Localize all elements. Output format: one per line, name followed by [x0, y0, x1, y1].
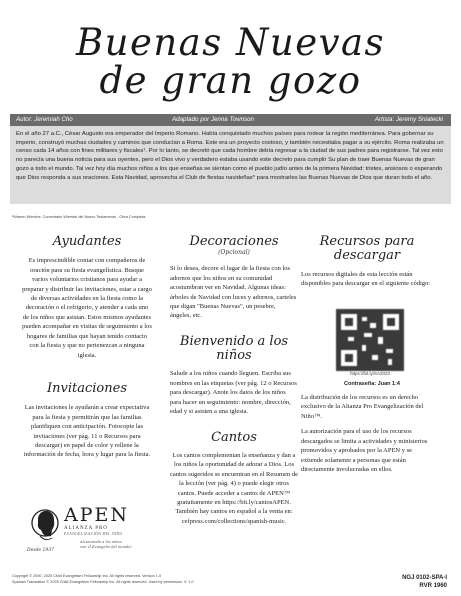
column-middle	[170, 235, 298, 526]
apen-logo	[22, 500, 162, 560]
copyright-line-2: Spanish Translation © 2025 Child Evangelism Fellowship Inc. All rights reserved. Used by permission. V. 1.0	[12, 579, 194, 584]
ayudantes-body: Es imprescindible contar con compañeros de oración para su fiesta evangelística. Busque varios voluntarios cristianos para ayudar a preparar y distribuir las invitaciones, estar a cargo de diversas actividades en la fiesta como la decoración o el refrigerio, y atender a cada uno de los niños que asistan. Estos mismos ayudantes pueden acompañar en visitas de seguimiento a los hogares de familias que hayan tenido contacto con la fiesta y que no pertenezcan a ninguna iglesia.	[22, 257, 152, 359]
footnote: ¹Warren Wiersbe, Comentario Wiersbe del Nuevo Testamento - Obra Completa.	[12, 215, 147, 219]
logo-name: APEN	[64, 504, 129, 526]
child-head-logo-icon	[30, 506, 60, 546]
column-right	[301, 235, 433, 288]
cantos-heading: Cantos	[211, 429, 257, 445]
logo-subtitle-2: EVANGELIZACIÓN DEL NIÑO	[64, 532, 123, 536]
qr-url-label[interactable]: https://bit.ly/SA2022	[349, 371, 391, 376]
invitaciones-heading: Invitaciones	[47, 380, 127, 396]
product-code-line-2: RVR 1960	[419, 582, 447, 589]
bienvenido-heading: Bienvenido a los niños	[179, 333, 289, 364]
intro-paragraph: En el año 27 a.C., César Augusto era emperador del Imperio Romano. Había conquistado muchos países para rodear la región mediterránea. Para gobernar su imperio, construyó muchas ciudades y caminos que conducían a Roma. Este era un proyecto costoso, y también necesitaba pagar a su ejército. Roma realizaba un censo cada 14 años con fines militares y fiscales¹. Por lo tanto, se decretó que cada hombre debía regresar a la ciudad de sus padres para registrarse. Tal vez esto no parecía una buena noticia para sus oyentes, pero el Dios vivo y verdadero estaba usando este decreto para cumplir Su plan de traer Buenas Nuevas de gran gozo a todo el mundo. Tal vez hoy día muchos niños a los que enseñas se sientan como el pueblo judío antes de la primera Navidad: tristes, ansiosos o esperando que Dios responda a sus oraciones. Esta Navidad, aprovecha el Club de fiestas navideñas* para mostrarles las Buenas Nuevas de Dios que duran todo el año.	[10, 126, 451, 204]
recursos-heading: Recursos para descargar	[319, 234, 415, 264]
decoraciones-subheading: (Opcional)	[218, 249, 250, 257]
credits-bar	[10, 114, 451, 126]
page-title-line2: de gran gozo	[99, 59, 362, 102]
recursos-intro: Los recursos digitales de esta lección están disponibles para descargar en el siguiente código:	[301, 270, 431, 288]
column-right-lower	[301, 393, 433, 474]
logo-tagline-2: con el Evangelio del mundo!	[80, 544, 132, 549]
adapted-credit: Adaptado por Jenna Townson	[172, 116, 254, 123]
page-title-line1: Buenas Nuevas	[75, 21, 386, 64]
product-code-line-1: NGJ 0102-SPA-I	[402, 575, 447, 581]
recursos-rights: La distribución de los recursos es un derecho exclusivo de la Alianza Pro Evangelización del Niño™.	[301, 394, 424, 420]
invitaciones-body: Las invitaciones le ayudarán a crear expectativa para la fiesta y permitirán que las familias planifiquen con anticipación. Fotocopie las invitaciones (ver pág. 11 o Recursos para descargar) en papel de color y rellene la información de fecha, hora y lugar para la fiesta.	[23, 404, 151, 459]
qr-password-caption: Contraseña: Juan 1:4	[344, 381, 400, 387]
artist-credit: Artista: Jeremy Sniatecki	[374, 116, 443, 123]
author-credit: Autor: Jeremiah Cho	[16, 116, 73, 123]
bienvenido-body: Salude a los niños cuando lleguen. Escriba sus nombres en las etiquetas (ver pág. 12 o Recursos para descargar). Anote los datos de los niños para hacer un seguimiento: nombre, dirección, edad y si asisten a una iglesia.	[170, 370, 297, 416]
copyright	[12, 574, 194, 585]
ayudantes-heading: Ayudantes	[52, 234, 122, 249]
copyright-line-1: Copyright © 2000, 2025 Child Evangelism Fellowship Inc. All rights reserved. Version 1.0	[12, 574, 162, 578]
cantos-body: Los cantos complementan la enseñanza y dan a los niños la oportunidad de adorar a Dios. Los cantos sugeridos se encuentran en el Resumen de la lección (ver pág. 4) o puede elegir otros cantos. Puede acceder a cantos de APEN™ gratuitamente en https://bit.ly/cantosAPEN. También hay cantos en español a la venta en: cefpress.com/collections/spanish-music.	[170, 451, 298, 525]
decoraciones-heading: Decoraciones	[189, 234, 279, 249]
logo-tagline	[80, 540, 132, 549]
logo-tagline-1: Alcanzando a los niños	[80, 540, 122, 544]
decoraciones-body: Si lo desea, decore el lugar de la fiesta con los adornos que los niños en su comunidad acostumbran ver en Navidad. Algunas ideas: árboles de Navidad con luces y adornos, carteles que digan "Buenas Nuevas", un pesebre, ángeles, etc.	[170, 265, 297, 320]
logo-since: Desde 1937	[27, 548, 55, 553]
column-left	[22, 235, 152, 460]
qr-code[interactable]	[336, 309, 404, 371]
recursos-authorization: La autorización para el uso de los recursos descargados se limita a actividades y ministerios promovidos y aprobados por la APEN y se extiende solamente a personas que están directamente involucradas en ellos.	[301, 428, 428, 473]
logo-subtitle: ALIANZA PRO	[64, 526, 108, 531]
product-code	[402, 575, 447, 591]
